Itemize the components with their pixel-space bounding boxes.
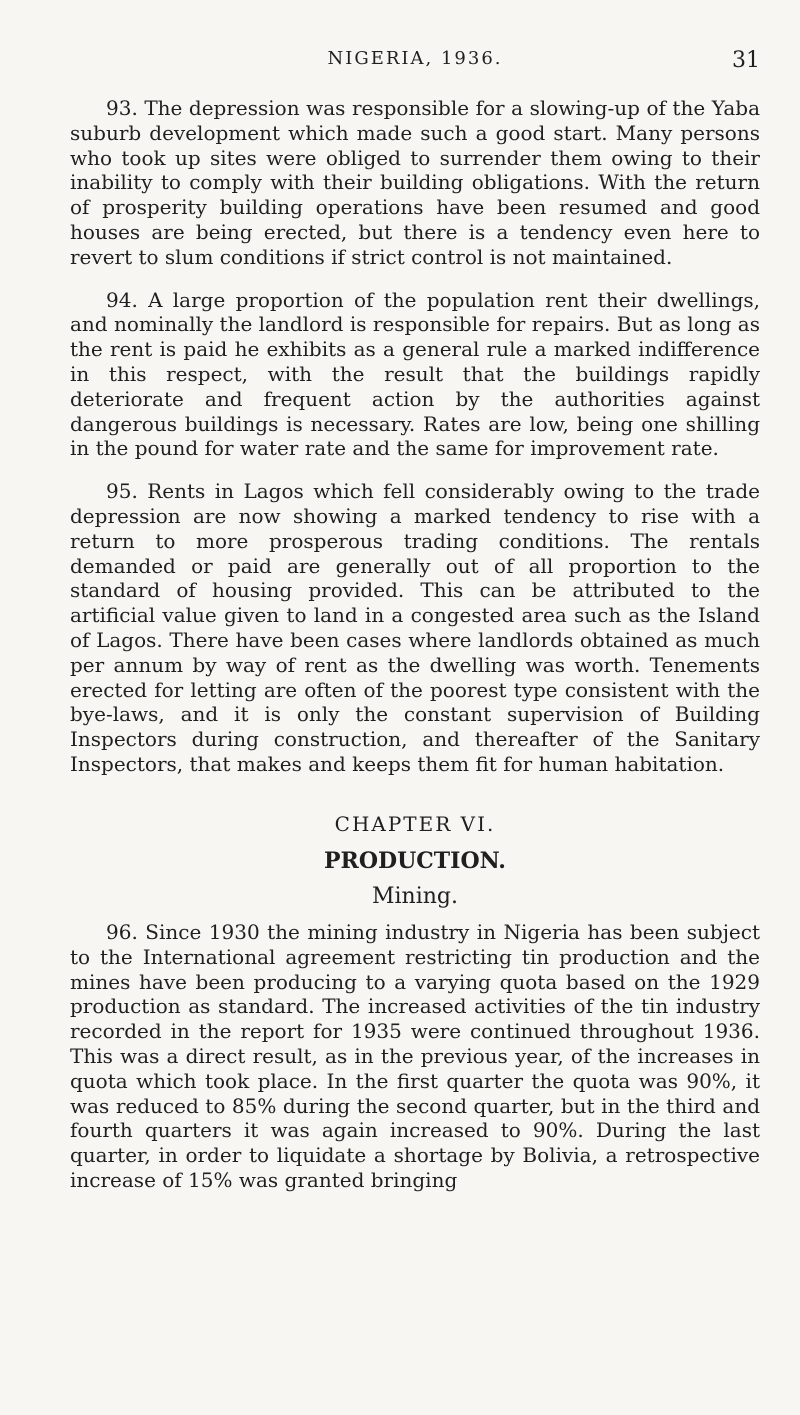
section-title: PRODUCTION. bbox=[324, 848, 506, 874]
text-block-after bbox=[70, 920, 760, 1211]
paragraph-96: 96. Since 1930 the mining industry in Nigeria has been subject to the International agreement restricting tin production and the mines have been producing to a varying quota based on the 1929 production as standard. The increased activities of the tin industry recorded in the report for 1935 were continued throughout 1936. This was a direct result, as in the previous year, of the increases in quota which took place. In the first quarter the quota was 90%, it was reduced to 85% during the second quarter, but in the third and fourth quarters it was again increased to 90%. During the last quarter, in order to liquidate a shortage by Bolivia, a retrospective increase of 15% was granted bringing bbox=[70, 920, 760, 1192]
subsection-title: Mining. bbox=[371, 884, 458, 909]
paragraph-93: 93. The depression was responsible for a slowing-up of the Yaba suburb development which made such a good start. Many persons who took up sites were obliged to surrender them owing to their inability to comply with their building obligations. With the return of prosperity building operations have been resumed and good houses are being erected, but there is a tendency even here to revert to slum conditions if strict control is not maintained. bbox=[70, 96, 760, 269]
page-number: 31 bbox=[732, 48, 760, 73]
chapter-title: CHAPTER VI. bbox=[334, 812, 496, 836]
running-title: NIGERIA, 1936. bbox=[327, 48, 503, 69]
paragraph-95: 95. Rents in Lagos which fell considerably owing to the trade depression are now showing a marked tendency to rise with a return to more prosperous trading conditions. The rentals demanded or paid are generally out of all proportion to the standard of housing provided. This can be attributed to the artificial value given to land in a congested area such as the Island of Lagos. There have been cases where landlords obtained as much per annum by way of rent as the dwelling was worth. Tenements erected for letting are often of the poorest type consistent with the bye-laws, and it is only the constant supervision of Building Inspectors during construction, and thereafter of the Sanitary Inspectors, that makes and keeps them fit for human habitation. bbox=[70, 479, 760, 776]
page-header bbox=[70, 48, 760, 78]
chapter-heading bbox=[70, 812, 760, 909]
text-block-before bbox=[70, 96, 760, 795]
paragraph-94: 94. A large proportion of the population rent their dwellings, and nominally the landlord is responsible for repairs. But as long as the rent is paid he exhibits as a general rule a marked indifference in this respect, with the result that the buildings rapidly deteriorate and frequent action by the authorities against dangerous buildings is necessary. Rates are low, being one shilling in the pound for water rate and the same for improvement rate. bbox=[70, 287, 760, 461]
